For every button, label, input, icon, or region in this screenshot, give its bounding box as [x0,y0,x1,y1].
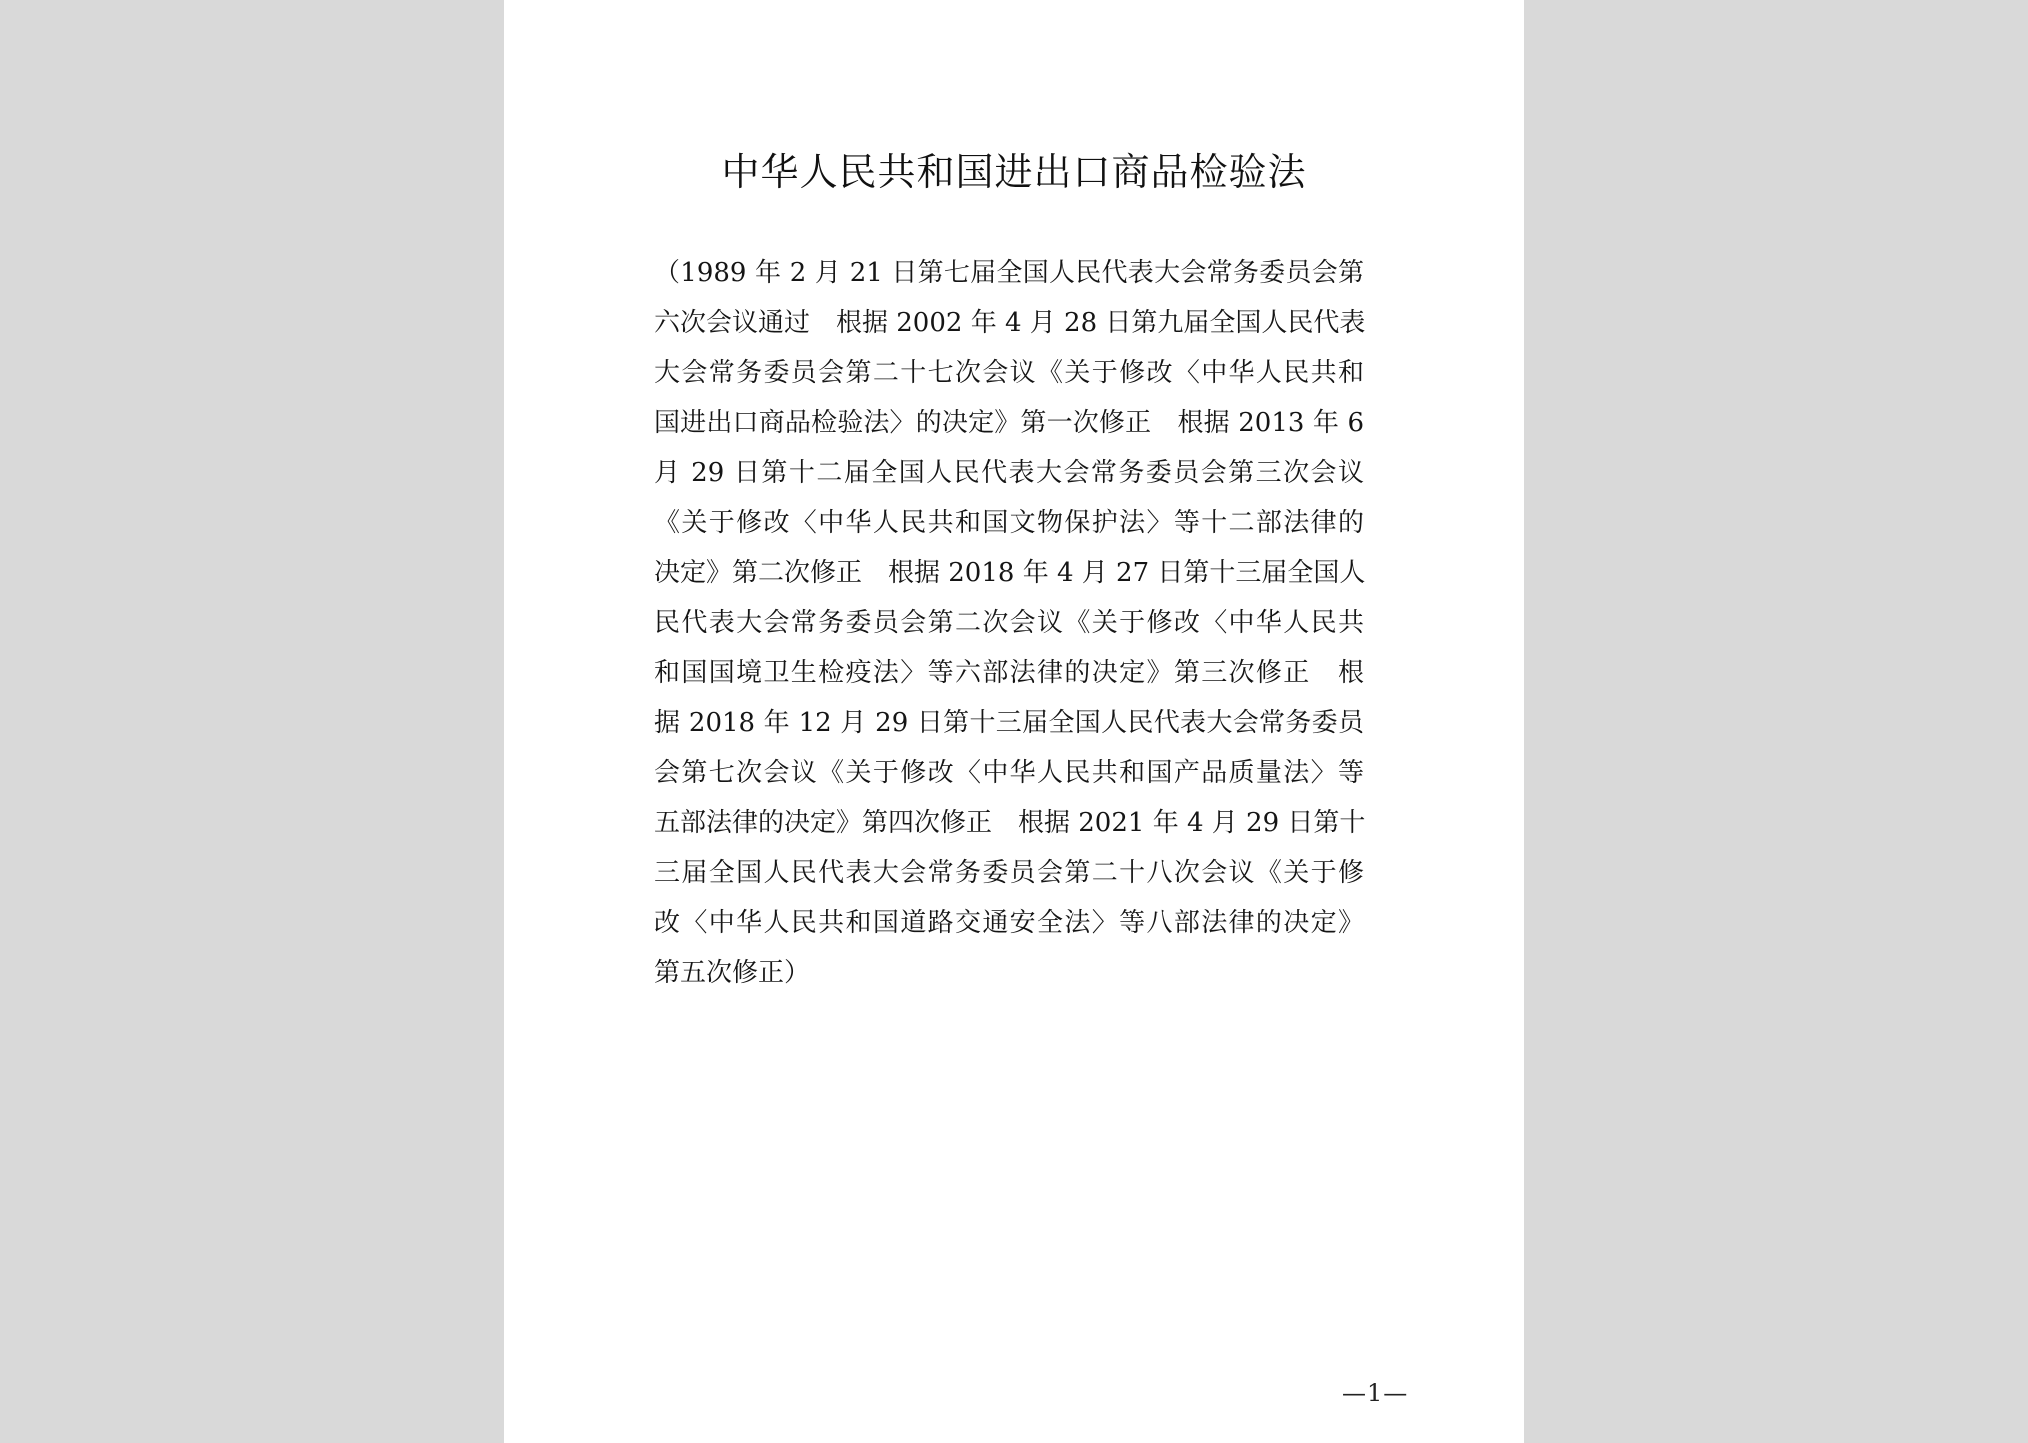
paragraph-line: 五部法律的决定》第四次修正 根据 2021 年 4 月 29 日第十 [654,808,1366,838]
paragraph-line: 据 2018 年 12 月 29 日第十三届全国人民代表大会常务委员 [654,708,1364,738]
paragraph-line: 大会常务委员会第二十七次会议《关于修改〈中华人民共和 [654,358,1364,388]
paragraph-line: （1989 年 2 月 21 日第七届全国人民代表大会常务委员会第 [654,258,1364,288]
paragraph-line: 和国国境卫生检疫法〉等六部法律的决定》第三次修正 根 [654,658,1364,688]
paragraph-line: 改〈中华人民共和国道路交通安全法〉等八部法律的决定》 [654,908,1364,938]
page-number: —1— [1342,1379,1409,1407]
paragraph-line: 六次会议通过 根据 2002 年 4 月 28 日第九届全国人民代表 [654,308,1366,338]
paragraph-line: 三届全国人民代表大会常务委员会第二十八次会议《关于修 [654,858,1364,888]
paragraph-line: 决定》第二次修正 根据 2018 年 4 月 27 日第十三届全国人 [654,558,1366,588]
document-page [504,0,1524,1443]
paragraph-line: 月 29 日第十二届全国人民代表大会常务委员会第三次会议 [654,458,1364,488]
paragraph-line: 国进出口商品检验法〉的决定》第一次修正 根据 2013 年 6 [654,408,1364,438]
paragraph-line: 会第七次会议《关于修改〈中华人民共和国产品质量法〉等 [654,758,1364,788]
paragraph-line: 民代表大会常务委员会第二次会议《关于修改〈中华人民共 [654,608,1364,638]
amendment-history-paragraph [654,248,1364,998]
document-title: 中华人民共和国进出口商品检验法 [721,150,1307,194]
paragraph-line: 第五次修正） [654,958,811,988]
paragraph-line: 《关于修改〈中华人民共和国文物保护法〉等十二部法律的 [654,508,1364,538]
